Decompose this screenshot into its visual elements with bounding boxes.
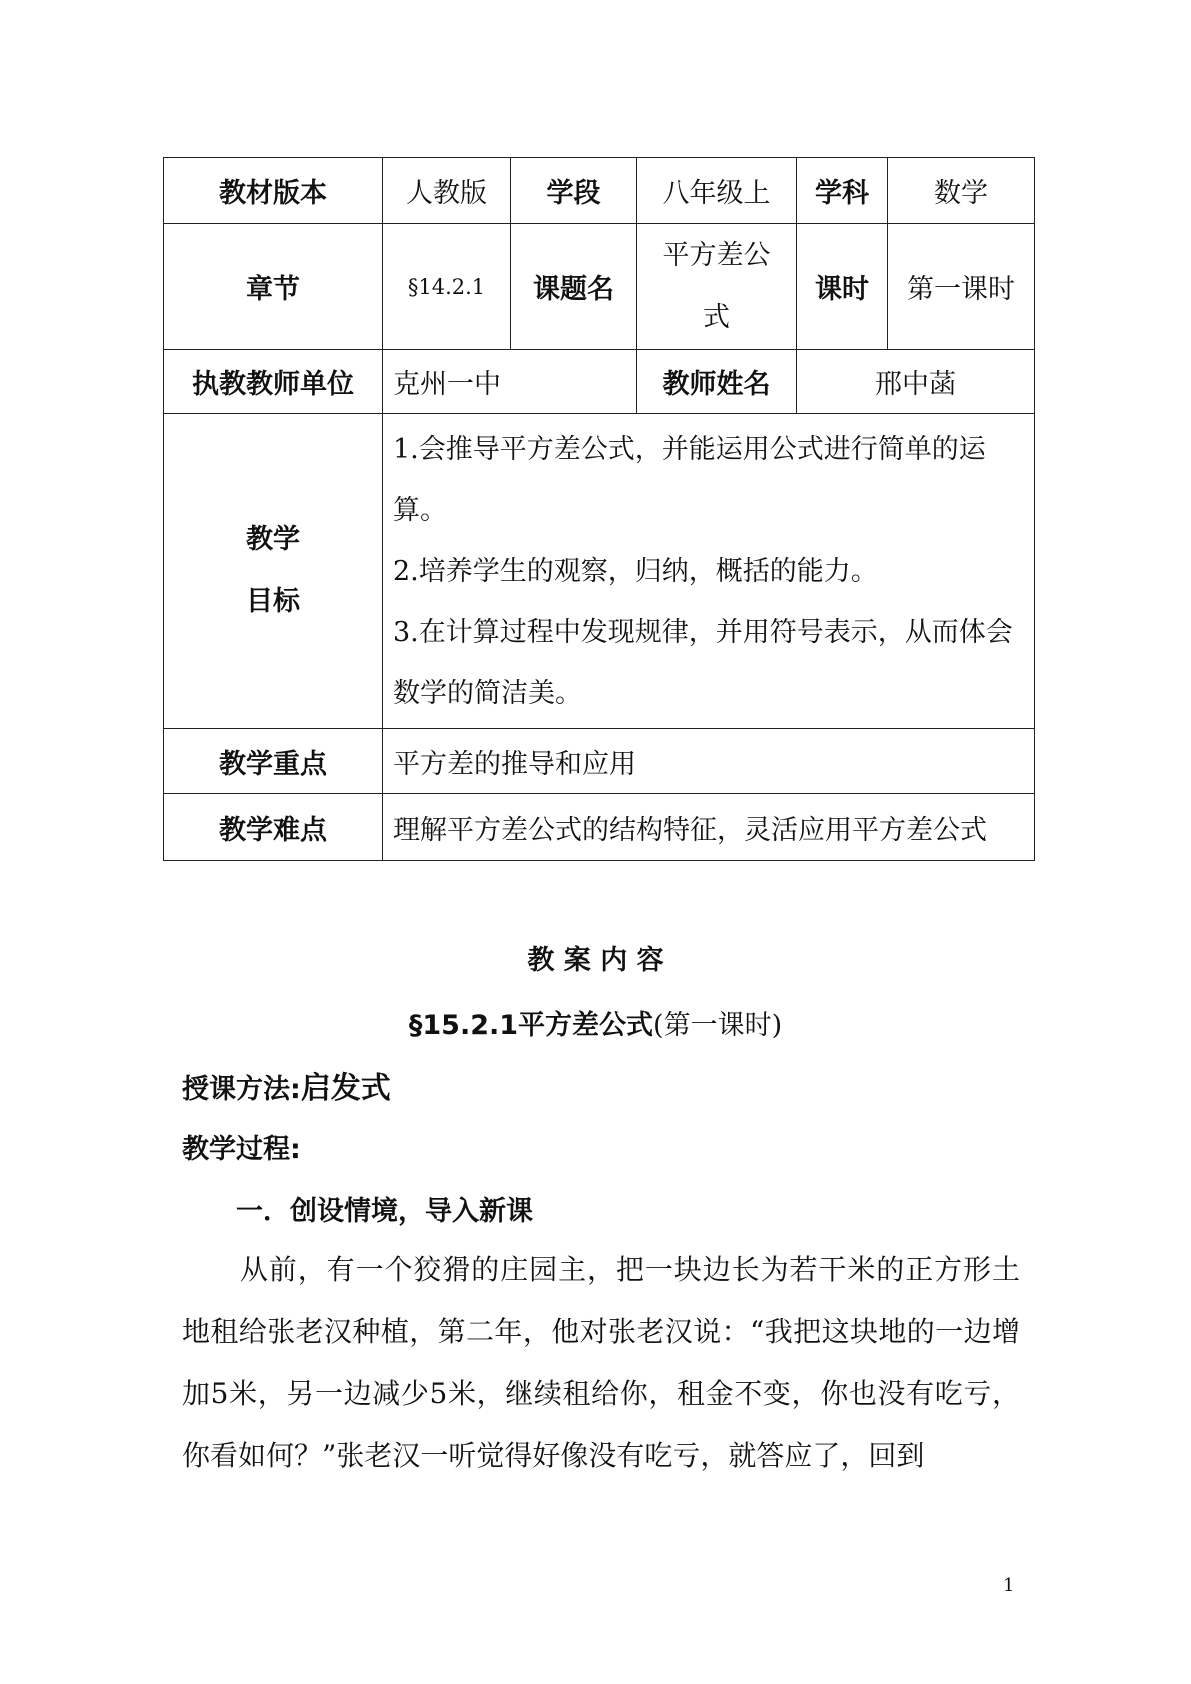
cell-grade-value: 八年级上 <box>637 158 797 224</box>
cell-difficulty-label: 教学难点 <box>164 794 383 861</box>
story-paragraph: 从前，有一个狡猾的庄园主，把一块边长为若干米的正方形土地租给张老汉种植，第二年，他对张老汉说：“我把这块地的一边增加5米，另一边减少5米，继续租给你，租金不变，你也没有吃亏，你看如何？”张老汉一听觉得好像没有吃亏，就答应了，回到 <box>182 1253 1020 1472</box>
cell-textbook-value: 人教版 <box>383 158 511 224</box>
lesson-info-table <box>163 157 1035 861</box>
cell-keypoint-value: 平方差的推导和应用 <box>383 729 1035 794</box>
cell-goals-value <box>383 414 1035 729</box>
table-row <box>164 224 1035 350</box>
cell-period-value: 第一课时 <box>888 224 1035 350</box>
subheading-title: §15.2.1平方差公式 <box>408 1010 654 1041</box>
goal-item: 1.会推导平方差公式，并能运用公式进行简单的运算。 <box>393 433 986 526</box>
table-row <box>164 350 1035 414</box>
lesson-subheading <box>0 1003 1191 1042</box>
cell-chapter-label: 章节 <box>164 224 383 350</box>
cell-subject-value: 数学 <box>888 158 1035 224</box>
process-label: 教学过程: <box>182 1134 301 1165</box>
table-row <box>164 729 1035 794</box>
cell-keypoint-label: 教学重点 <box>164 729 383 794</box>
cell-difficulty-value: 理解平方差公式的结构特征，灵活应用平方差公式 <box>383 794 1035 861</box>
cell-chapter-value: §14.2.1 <box>383 224 511 350</box>
cell-topic-label: 课题名 <box>511 224 637 350</box>
cell-period-label: 课时 <box>797 224 888 350</box>
subheading-period: (第一课时) <box>653 1010 783 1041</box>
cell-subject-label: 学科 <box>797 158 888 224</box>
method-label: 授课方法: <box>182 1074 301 1105</box>
method-value: 启发式 <box>300 1071 391 1106</box>
goal-item: 3.在计算过程中发现规律，并用符号表示，从而体会数学的简洁美。 <box>393 616 1013 709</box>
cell-goals-label <box>164 414 383 729</box>
cell-grade-label: 学段 <box>511 158 637 224</box>
goals-label-line2: 目标 <box>246 586 300 617</box>
table-row <box>164 414 1035 729</box>
cell-textbook-label: 教材版本 <box>164 158 383 224</box>
table-row <box>164 794 1035 861</box>
section-heading: 一．创设情境，导入新课 <box>236 1196 533 1227</box>
cell-school-label: 执教教师单位 <box>164 350 383 414</box>
cell-teacher-label: 教师姓名 <box>637 350 797 414</box>
method-line <box>182 1063 391 1107</box>
cell-school-value: 克州一中 <box>383 350 637 414</box>
cell-topic-value: 平方差公式 <box>637 224 797 350</box>
goals-label-line1: 教学 <box>246 524 300 555</box>
content-heading: 教 案 内 容 <box>527 945 664 976</box>
goal-item: 2.培养学生的观察，归纳，概括的能力。 <box>393 555 878 587</box>
page-number: 1 <box>1003 1575 1015 1596</box>
table-row <box>164 158 1035 224</box>
cell-teacher-value: 邢中菡 <box>797 350 1035 414</box>
